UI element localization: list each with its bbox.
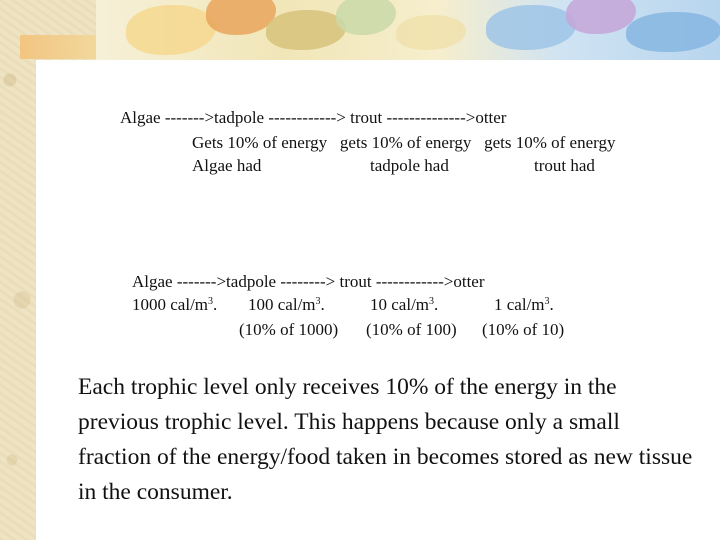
energy-value-4: 1 cal/$m^3$.	[494, 295, 554, 314]
food-chain-row-2: Algae ------->tadpole --------> trout ------------>otter	[132, 272, 485, 291]
food-chain-row-1: Algae ------->tadpole ------------> trout -------------->otter	[120, 108, 507, 127]
decorative-strip	[20, 35, 98, 59]
percent-note-1: (10% of 1000)	[239, 320, 339, 339]
source-label-1: Algae had	[192, 156, 262, 175]
source-label-2: tadpole had	[370, 156, 449, 175]
percent-note-2: (10% of 100)	[366, 320, 457, 339]
source-label-3: trout had	[534, 156, 595, 175]
energy-transfer-row: Gets 10% of energy gets 10% of energy gets 10% of energy	[192, 133, 616, 152]
energy-value-2: 100 cal/$m^3$.	[248, 295, 325, 314]
energy-value-3: 10 cal/$m^3$.	[370, 295, 439, 314]
energy-value-1: 1000 cal/$m^3$.	[132, 295, 218, 314]
percent-note-3: (10% of 10)	[482, 320, 565, 339]
decorative-banner	[96, 0, 720, 60]
explanation-paragraph: Each trophic level only receives 10% of the energy in the previous trophic level. This happens because only a small fraction of the energy/food taken in becomes stored as new tissue in the consumer.	[78, 374, 693, 505]
